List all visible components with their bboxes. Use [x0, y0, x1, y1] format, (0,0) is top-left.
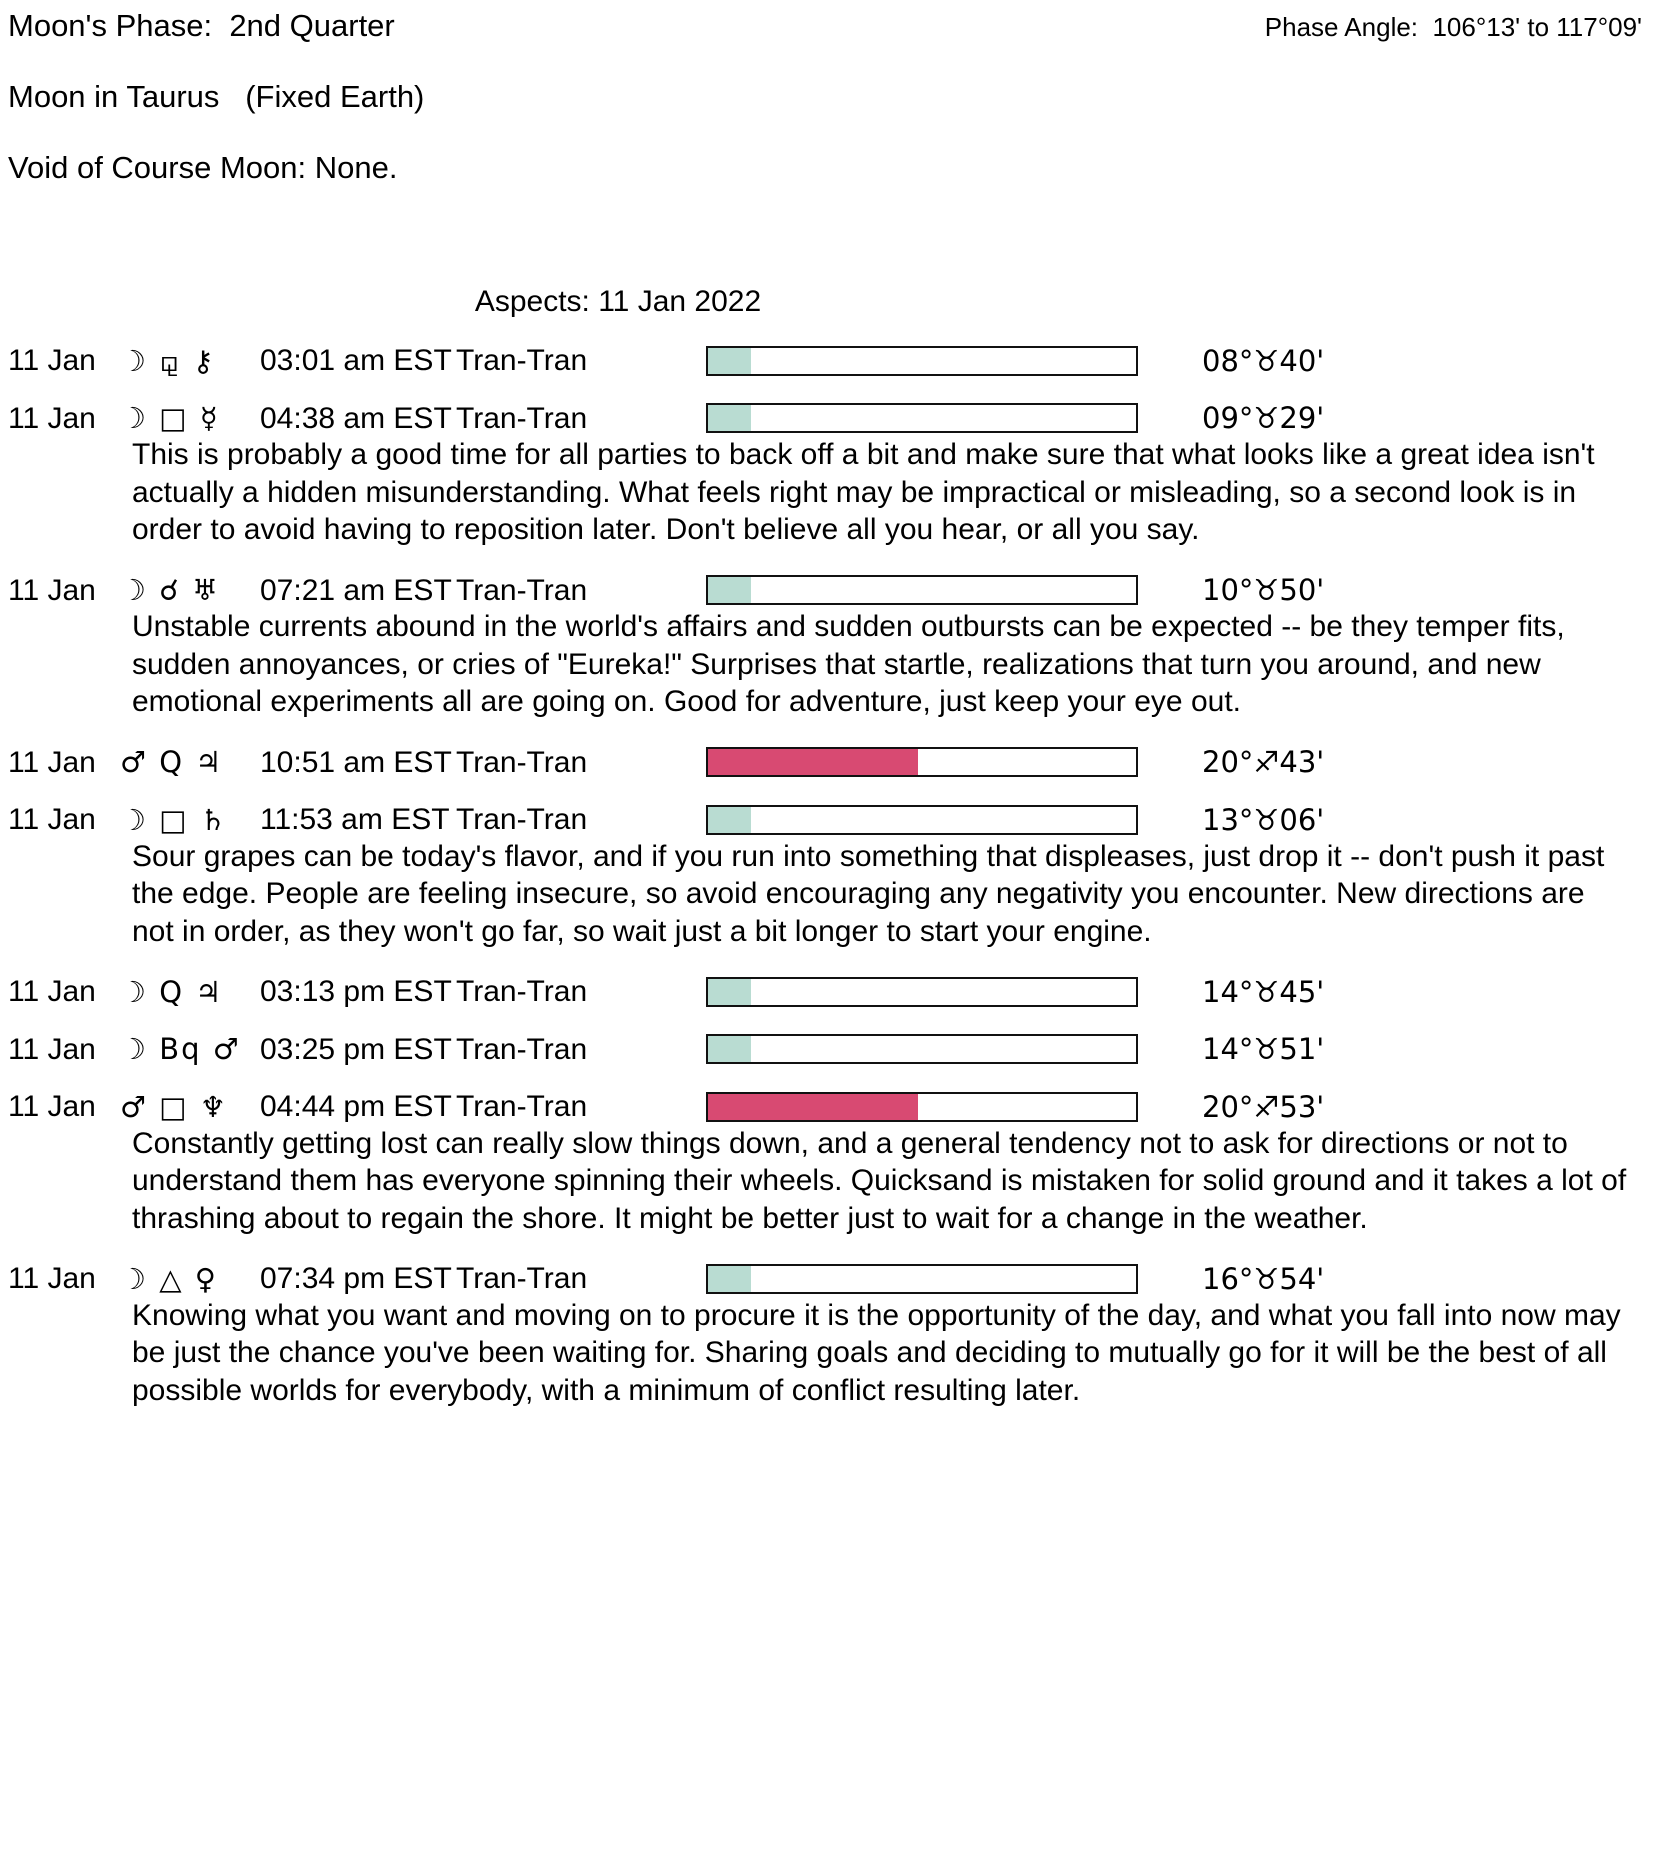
aspect-time: 03:25 pm EST	[260, 1032, 452, 1066]
aspect-time: 10:51 am EST	[260, 745, 452, 779]
aspect-kind: Tran-Tran	[456, 344, 588, 377]
aspect-strength-bar-wrapper	[706, 575, 1142, 605]
aspect-time: 11:53 am EST	[260, 803, 450, 836]
aspect-row	[8, 1034, 1648, 1066]
aspect-glyphs-icon: ♂ □ ♆	[120, 1089, 228, 1124]
aspect-date: 11 Jan	[8, 344, 96, 377]
aspect-strength-bar	[706, 1264, 1138, 1294]
aspect-strength-bar-wrapper	[706, 346, 1142, 376]
aspect-strength-bar-fill	[708, 1094, 918, 1120]
header-row	[8, 10, 1648, 41]
aspect-strength-bar	[706, 977, 1138, 1007]
aspect-strength-bar	[706, 805, 1138, 835]
aspect-summary-line	[8, 1263, 1648, 1295]
aspect-summary-line	[8, 1034, 1648, 1066]
aspect-position: 08°♉40'	[1202, 343, 1325, 378]
aspect-position: 13°♉06'	[1202, 802, 1325, 837]
aspect-strength-bar	[706, 1092, 1138, 1122]
aspect-time: 07:34 pm EST	[260, 1262, 452, 1295]
aspect-strength-bar-fill	[708, 749, 918, 775]
aspect-list	[8, 345, 1648, 1409]
aspect-strength-bar-wrapper	[706, 1034, 1142, 1064]
aspect-strength-bar-wrapper	[706, 1264, 1142, 1294]
aspect-strength-bar	[706, 403, 1138, 433]
aspect-strength-bar	[706, 747, 1138, 777]
aspect-date: 11 Jan	[8, 401, 96, 435]
aspect-summary-line	[8, 1091, 1648, 1123]
aspect-glyphs-icon: ☽ △ ♀	[120, 1261, 218, 1296]
aspect-glyphs-icon: ☽ ☌ ♅	[120, 573, 220, 608]
aspect-description: Constantly getting lost can really slow things down, and a general tendency not to ask for directions or not to understand them has everyone spinning their wheels. Quicksand is mistaken for solid ground and it takes a lot of thrashing about to regain the shore. It might be better just to wait for a change in the weather.	[132, 1126, 1627, 1235]
aspect-summary-line	[8, 345, 1648, 377]
aspect-position: 20°♐53'	[1202, 1089, 1325, 1124]
moon-phase-label: Moon's Phase: 2nd Quarter	[8, 8, 395, 43]
aspect-strength-bar-wrapper	[706, 403, 1142, 433]
aspect-date: 11 Jan	[8, 573, 96, 607]
aspect-summary-line	[8, 575, 1648, 607]
aspect-glyphs-icon: ☽ Q ♃	[120, 974, 224, 1009]
aspect-strength-bar-wrapper	[706, 977, 1142, 1007]
phase-angle-label: Phase Angle: 106°13' to 117°09'	[1264, 12, 1642, 42]
aspect-kind: Tran-Tran	[456, 1090, 588, 1123]
aspect-date: 11 Jan	[8, 745, 96, 779]
aspect-strength-bar-fill	[708, 1266, 751, 1292]
aspect-time: 03:13 pm EST	[260, 975, 452, 1008]
aspect-kind: Tran-Tran	[456, 573, 588, 607]
aspect-date: 11 Jan	[8, 1262, 96, 1295]
aspect-glyphs-icon: ☽ ⚼ ⚷	[120, 343, 216, 378]
aspect-kind: Tran-Tran	[456, 803, 588, 836]
aspect-summary-line	[8, 976, 1648, 1008]
aspect-kind: Tran-Tran	[456, 1262, 588, 1295]
aspect-row	[8, 403, 1648, 549]
aspect-position: 20°♐43'	[1202, 745, 1325, 780]
aspect-position: 14°♉45'	[1202, 974, 1325, 1009]
aspect-row	[8, 575, 1648, 721]
moon-sign-label: Moon in Taurus (Fixed Earth)	[8, 79, 425, 114]
aspects-title: Aspects: 11 Jan 2022	[474, 285, 762, 318]
aspect-position: 09°♉29'	[1202, 401, 1325, 436]
aspect-time: 07:21 am EST	[260, 573, 452, 607]
aspect-strength-bar-fill	[708, 807, 751, 833]
aspect-row	[8, 747, 1648, 779]
aspect-date: 11 Jan	[8, 803, 96, 836]
aspect-glyphs-icon: ♂ Q ♃	[120, 745, 224, 780]
aspect-summary-line	[8, 403, 1648, 435]
aspect-position: 16°♉54'	[1202, 1261, 1325, 1296]
aspect-strength-bar-fill	[708, 405, 751, 431]
aspect-summary-line	[8, 804, 1648, 836]
aspect-date: 11 Jan	[8, 1090, 96, 1123]
aspect-description: Knowing what you want and moving on to procure it is the opportunity of the day, and what you fall into now may be just the chance you've been waiting for. Sharing goals and deciding to mutually go for it will be the best of all possible worlds for everybody, with a minimum of conflict resulting later.	[132, 1298, 1621, 1407]
aspect-kind: Tran-Tran	[456, 401, 588, 435]
aspect-glyphs-icon: ☽ □ ♄	[120, 802, 228, 837]
aspect-strength-bar-fill	[708, 979, 751, 1005]
aspect-glyphs-icon: ☽ □ ☿	[120, 401, 220, 436]
aspect-row	[8, 345, 1648, 377]
aspect-date: 11 Jan	[8, 1032, 96, 1066]
aspect-strength-bar-wrapper	[706, 747, 1142, 777]
aspect-glyphs-icon: ☽ Bq ♂	[120, 1032, 241, 1067]
aspect-strength-bar	[706, 346, 1138, 376]
void-of-course-label: Void of Course Moon: None.	[8, 150, 398, 185]
aspect-kind: Tran-Tran	[456, 975, 588, 1008]
aspect-description: Sour grapes can be today's flavor, and if you run into something that displeases, just drop it -- don't push it past the edge. People are feeling insecure, so avoid encouraging any negativity you encounter. New directions are not in order, as they won't go far, so wait just a bit longer to start your engine.	[132, 839, 1605, 948]
aspect-row	[8, 1091, 1648, 1237]
aspect-time: 04:38 am EST	[260, 401, 452, 435]
aspect-summary-line	[8, 747, 1648, 779]
aspect-row	[8, 976, 1648, 1008]
aspect-strength-bar-wrapper	[706, 805, 1142, 835]
aspect-description: Unstable currents abound in the world's affairs and sudden outbursts can be expected -- be they temper fits, sudden annoyances, or cries of "Eureka!" Surprises that startle, realizations that turn you around, and new emotional experiments all are going on. Good for adventure, just keep your eye out.	[132, 610, 1565, 718]
aspect-strength-bar-fill	[708, 577, 751, 603]
aspect-time: 04:44 pm EST	[260, 1090, 452, 1123]
aspect-position: 10°♉50'	[1202, 573, 1325, 608]
aspect-row	[8, 804, 1648, 950]
aspect-strength-bar	[706, 1034, 1138, 1064]
aspect-description: This is probably a good time for all parties to back off a bit and make sure that what looks like a great idea isn't actually a hidden misunderstanding. What feels right may be impractical or misleading, so a second look is in order to avoid having to reposition later. Don't believe all you hear, or all you say.	[132, 438, 1595, 546]
aspect-position: 14°♉51'	[1202, 1032, 1325, 1067]
aspect-time: 03:01 am EST	[260, 344, 452, 377]
aspect-strength-bar-fill	[708, 348, 751, 374]
aspect-strength-bar-wrapper	[706, 1092, 1142, 1122]
aspect-strength-bar-fill	[708, 1036, 751, 1062]
aspect-kind: Tran-Tran	[456, 745, 588, 779]
aspect-kind: Tran-Tran	[456, 1032, 588, 1066]
aspect-date: 11 Jan	[8, 975, 96, 1008]
aspect-strength-bar	[706, 575, 1138, 605]
aspect-row	[8, 1263, 1648, 1409]
